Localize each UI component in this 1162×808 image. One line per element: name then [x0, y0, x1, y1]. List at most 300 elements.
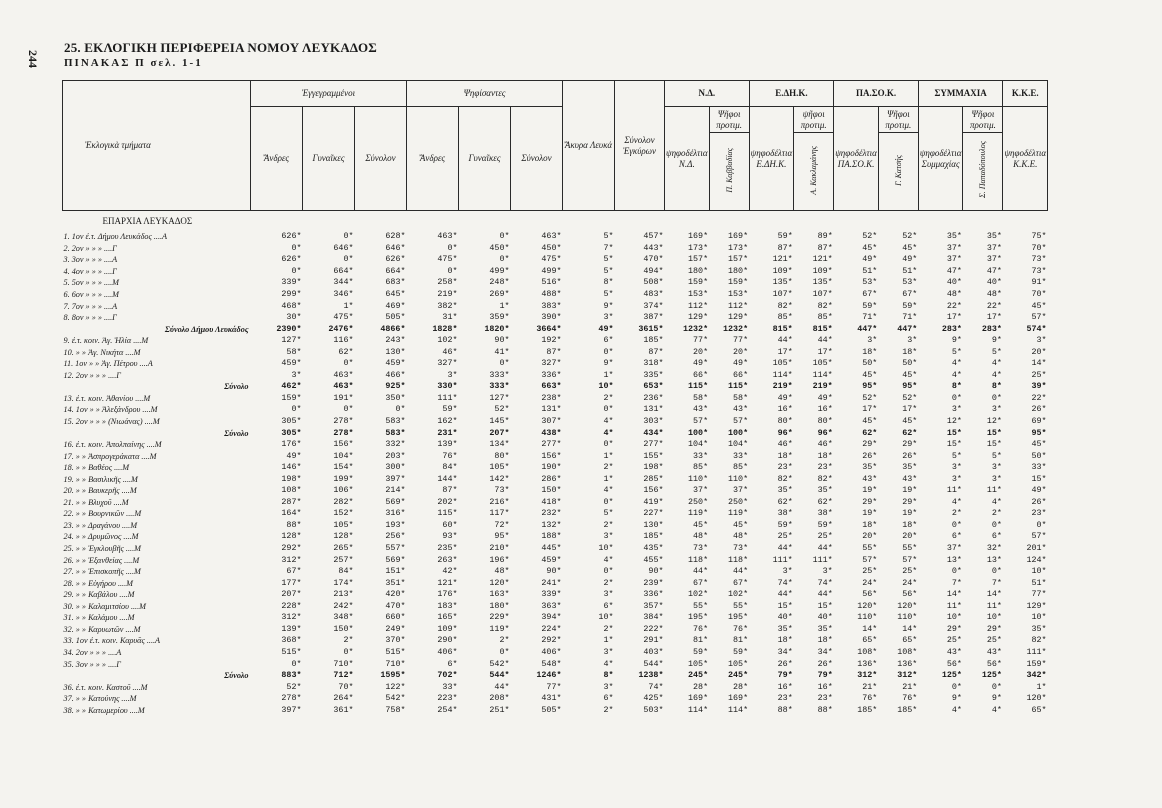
- page-subtitle: ΠΙΝΑΚΑΣ Π σελ. 1-1: [64, 57, 203, 69]
- row-value: 712*: [333, 670, 354, 681]
- row-value: 505*: [385, 312, 406, 323]
- row-value: 0*: [499, 254, 510, 265]
- row-value: 37*: [693, 485, 709, 496]
- row-value: 542*: [489, 658, 510, 669]
- row-value: 5*: [603, 231, 614, 242]
- row-value: 185*: [897, 704, 918, 715]
- row-value: 55*: [902, 543, 918, 554]
- row-value: 110*: [728, 473, 749, 484]
- row-value: 351*: [385, 577, 406, 588]
- row-value: 18*: [862, 346, 878, 357]
- row-value: 55*: [862, 543, 878, 554]
- row-value: 165*: [437, 612, 458, 623]
- row-value: 173*: [688, 242, 709, 253]
- row-value: 176*: [281, 439, 302, 450]
- row-label: 4. 4ον » » » ....Γ: [63, 266, 117, 276]
- row-value: 44*: [494, 681, 510, 692]
- row-value: 9*: [991, 335, 1002, 346]
- row-value: 90*: [546, 566, 562, 577]
- row-value: 37*: [733, 485, 749, 496]
- row-label: 3. 3ον » » » ....Α: [63, 255, 118, 265]
- row-value: 3*: [907, 335, 918, 346]
- header-colm-men: Ἄνδρες: [251, 107, 303, 211]
- row-value: 70*: [338, 681, 354, 692]
- header-nd-pref: Ψῆφοι προτιμ.: [709, 107, 749, 133]
- header-symm-pref: Ψῆφοι προτιμ.: [963, 107, 1003, 133]
- row-value: 3*: [603, 531, 614, 542]
- row-value: 1238*: [638, 670, 664, 681]
- row-value: 49*: [693, 358, 709, 369]
- row-value: 475*: [437, 254, 458, 265]
- row-value: 18*: [817, 450, 833, 461]
- row-value: 67*: [862, 289, 878, 299]
- row-value: 312*: [857, 670, 878, 681]
- row-value: 62*: [862, 427, 878, 438]
- table-row: [63, 635, 1048, 647]
- row-value: 299*: [281, 289, 302, 299]
- row-value: 447*: [857, 323, 878, 334]
- row-value: 157*: [688, 254, 709, 265]
- row-value: 25*: [1031, 369, 1047, 380]
- row-value: 40*: [817, 612, 833, 623]
- row-value: 75*: [1031, 231, 1047, 242]
- row-value: 18*: [817, 635, 833, 646]
- table-row: [63, 277, 1048, 289]
- table-row: [63, 346, 1048, 358]
- row-value: 548*: [541, 658, 562, 669]
- row-value: 59*: [693, 646, 709, 657]
- row-value: 300*: [385, 462, 406, 473]
- row-value: 307*: [541, 416, 562, 427]
- row-value: 111*: [1026, 646, 1047, 657]
- row-value: 303*: [643, 416, 664, 427]
- row-value: 22*: [986, 300, 1002, 311]
- row-value: 195*: [688, 612, 709, 623]
- row-value: 23*: [777, 462, 793, 473]
- row-value: 57*: [1031, 312, 1047, 323]
- row-value: 3664*: [536, 323, 562, 334]
- row-value: 10*: [1031, 612, 1047, 623]
- row-value: 10*: [598, 381, 614, 392]
- row-value: 33*: [442, 681, 458, 692]
- row-value: 201*: [1026, 543, 1047, 554]
- row-label: 16. ἐ.τ. κοιν. Ἀπολπαίνης ....Μ: [63, 440, 162, 450]
- row-value: 438*: [541, 427, 562, 438]
- row-value: 339*: [541, 589, 562, 600]
- row-value: 475*: [541, 254, 562, 265]
- row-value: 1*: [1036, 681, 1047, 692]
- row-value: 121*: [772, 254, 793, 265]
- row-value: 282*: [333, 496, 354, 507]
- row-value: 238*: [541, 392, 562, 403]
- row-value: 397*: [385, 473, 406, 484]
- row-value: 177*: [281, 577, 302, 588]
- row-value: 53*: [862, 277, 878, 288]
- row-value: 43*: [946, 646, 962, 657]
- row-value: 1*: [499, 300, 510, 311]
- row-value: 0*: [951, 392, 962, 403]
- row-value: 286*: [541, 473, 562, 484]
- table-row: [63, 370, 1048, 382]
- row-value: 107*: [812, 289, 833, 299]
- row-value: 0*: [991, 566, 1002, 577]
- row-value: 0*: [991, 392, 1002, 403]
- row-value: 15*: [986, 427, 1002, 438]
- row-value: 44*: [817, 335, 833, 346]
- row-value: 57*: [733, 416, 749, 427]
- row-value: 34*: [817, 646, 833, 657]
- row-value: 3615*: [638, 323, 664, 334]
- row-value: 153*: [728, 289, 749, 299]
- row-value: 0*: [951, 566, 962, 577]
- row-value: 574*: [1026, 323, 1047, 334]
- row-value: 0*: [447, 265, 458, 276]
- row-value: 463*: [333, 381, 354, 392]
- row-value: 87*: [817, 242, 833, 253]
- row-value: 19*: [902, 485, 918, 496]
- row-value: 119*: [489, 623, 510, 634]
- table-row: [63, 704, 1048, 716]
- header-symm-ballot: ψηφοδέλτια Συμμαχίας: [918, 107, 963, 211]
- row-value: 336*: [643, 589, 664, 600]
- row-value: 59*: [777, 231, 793, 242]
- row-value: 156*: [643, 485, 664, 496]
- row-value: 4*: [991, 704, 1002, 715]
- row-value: 8*: [991, 381, 1002, 392]
- row-value: 102*: [437, 335, 458, 346]
- row-value: 114*: [688, 704, 709, 715]
- row-value: 70*: [1031, 289, 1047, 299]
- row-value: 224*: [541, 623, 562, 634]
- row-value: 0*: [499, 231, 510, 242]
- row-value: 0*: [291, 265, 302, 276]
- row-value: 164*: [281, 508, 302, 519]
- row-value: 336*: [541, 369, 562, 380]
- row-value: 254*: [437, 704, 458, 715]
- row-value: 85*: [817, 312, 833, 323]
- row-value: 48*: [986, 289, 1002, 299]
- row-value: 264*: [333, 693, 354, 704]
- row-value: 109*: [437, 623, 458, 634]
- row-value: 0*: [951, 681, 962, 692]
- row-value: 5*: [951, 346, 962, 357]
- row-value: 77*: [1031, 589, 1047, 600]
- row-value: 0*: [291, 242, 302, 253]
- row-value: 67*: [902, 289, 918, 299]
- row-value: 8*: [951, 381, 962, 392]
- row-value: 162*: [437, 416, 458, 427]
- row-value: 12*: [986, 416, 1002, 427]
- row-value: 0*: [343, 646, 354, 657]
- table-row: [63, 404, 1048, 416]
- row-value: 18*: [902, 519, 918, 530]
- row-value: 58*: [693, 392, 709, 403]
- row-value: 51*: [902, 265, 918, 276]
- row-value: 0*: [343, 358, 354, 369]
- row-value: 223*: [437, 693, 458, 704]
- row-value: 35*: [946, 231, 962, 242]
- header-colm-total: Σύνολον: [355, 107, 407, 211]
- row-value: 120*: [1026, 693, 1047, 704]
- row-value: 382*: [437, 300, 458, 311]
- row-value: 59*: [817, 519, 833, 530]
- row-value: 45*: [902, 416, 918, 427]
- row-value: 34*: [777, 646, 793, 657]
- row-value: 100*: [728, 427, 749, 438]
- row-value: 333*: [489, 381, 510, 392]
- row-value: 114*: [728, 704, 749, 715]
- row-value: 251*: [489, 704, 510, 715]
- row-value: 45*: [902, 242, 918, 253]
- row-value: 50*: [862, 358, 878, 369]
- row-value: 0*: [291, 658, 302, 669]
- row-value: 1828*: [432, 323, 458, 334]
- row-value: 26*: [1031, 404, 1047, 415]
- row-value: 88*: [286, 519, 302, 530]
- row-value: 316*: [385, 508, 406, 519]
- row-value: 40*: [986, 277, 1002, 288]
- row-value: 583*: [385, 416, 406, 427]
- row-value: 10*: [946, 612, 962, 623]
- row-value: 114*: [772, 369, 793, 380]
- row-value: 3*: [603, 681, 614, 692]
- row-value: 74*: [817, 577, 833, 588]
- row-value: 88*: [777, 704, 793, 715]
- row-value: 26*: [777, 658, 793, 669]
- row-value: 20*: [902, 531, 918, 542]
- row-value: 6*: [603, 693, 614, 704]
- row-value: 47*: [986, 265, 1002, 276]
- row-value: 58*: [286, 346, 302, 357]
- row-value: 87*: [648, 346, 664, 357]
- row-value: 25*: [862, 566, 878, 577]
- table-row: [63, 543, 1048, 555]
- row-value: 70*: [1031, 242, 1047, 253]
- row-value: 10*: [1031, 566, 1047, 577]
- row-value: 6*: [603, 335, 614, 346]
- row-value: 17*: [946, 312, 962, 323]
- header-edik-pref: ψῆφοι προτιμ.: [794, 107, 834, 133]
- row-value: 1*: [603, 635, 614, 646]
- row-value: 121*: [437, 577, 458, 588]
- row-value: 2*: [603, 462, 614, 473]
- row-value: 59*: [902, 300, 918, 311]
- row-value: 16*: [777, 681, 793, 692]
- row-value: 15*: [946, 439, 962, 450]
- row-value: 62*: [338, 346, 354, 357]
- row-value: 0*: [603, 404, 614, 415]
- header-invalid: Ἄκυρα Λευκά: [563, 81, 615, 211]
- header-registered: Ἐγγεγραμμένοι: [251, 81, 407, 107]
- header-nd-ballot: ψηφοδέλτια Ν.Δ.: [665, 107, 710, 211]
- row-value: 45*: [693, 519, 709, 530]
- row-value: 483*: [643, 289, 664, 299]
- header-party-pasok: ΠΑ.ΣΟ.Κ.: [834, 81, 919, 107]
- row-value: 135*: [812, 277, 833, 288]
- row-value: 4*: [603, 658, 614, 669]
- row-value: 216*: [489, 496, 510, 507]
- row-value: 118*: [728, 554, 749, 565]
- row-value: 105*: [333, 519, 354, 530]
- row-value: 135*: [772, 277, 793, 288]
- header-nd-cand: Π. Καββαδίας: [709, 133, 749, 211]
- row-value: 33*: [733, 450, 749, 461]
- row-value: 363*: [541, 600, 562, 611]
- row-value: 242*: [333, 600, 354, 611]
- table-row: [63, 693, 1048, 705]
- page-number: 244: [26, 50, 40, 68]
- row-value: 0*: [447, 242, 458, 253]
- row-value: 35*: [986, 231, 1002, 242]
- row-value: 49*: [286, 450, 302, 461]
- table-row: [63, 450, 1048, 462]
- row-value: 51*: [862, 265, 878, 276]
- row-value: 134*: [489, 439, 510, 450]
- row-value: 52*: [862, 392, 878, 403]
- row-value: 515*: [385, 646, 406, 657]
- row-value: 104*: [728, 439, 749, 450]
- row-value: 213*: [333, 589, 354, 600]
- row-value: 925*: [385, 381, 406, 392]
- row-value: 13*: [946, 554, 962, 565]
- row-value: 292*: [541, 635, 562, 646]
- row-value: 85*: [733, 462, 749, 473]
- row-value: 4*: [951, 496, 962, 507]
- row-value: 56*: [986, 658, 1002, 669]
- row-value: 82*: [817, 473, 833, 484]
- row-value: 102*: [688, 589, 709, 600]
- row-value: 35*: [777, 485, 793, 496]
- row-value: 79*: [817, 670, 833, 681]
- row-value: 90*: [648, 566, 664, 577]
- row-value: 384*: [643, 612, 664, 623]
- row-value: 120*: [489, 577, 510, 588]
- header-party-symmachia: ΣΥΜΜΑΧΙΑ: [918, 81, 1003, 107]
- row-value: 357*: [643, 600, 664, 611]
- row-value: 159*: [1026, 658, 1047, 669]
- row-label: Σύνολο Δήμου Λευκάδος: [164, 324, 249, 334]
- row-value: 883*: [281, 670, 302, 681]
- row-value: 11*: [946, 485, 962, 496]
- row-value: 111*: [812, 554, 833, 565]
- row-value: 664*: [333, 265, 354, 276]
- row-value: 2*: [951, 508, 962, 519]
- row-value: 292*: [281, 543, 302, 554]
- row-value: 17*: [862, 404, 878, 415]
- row-value: 180*: [489, 600, 510, 611]
- row-value: 3*: [867, 335, 878, 346]
- row-value: 96*: [777, 427, 793, 438]
- row-value: 46*: [777, 439, 793, 450]
- row-value: 462*: [281, 381, 302, 392]
- table-row: [63, 566, 1048, 578]
- row-value: 0*: [499, 646, 510, 657]
- row-value: 115*: [688, 381, 709, 392]
- row-value: 3*: [951, 473, 962, 484]
- row-label: 15. 2ον » » » (Νιωάνας) ....Μ: [63, 417, 160, 427]
- row-value: 22*: [946, 300, 962, 311]
- row-value: 192*: [541, 335, 562, 346]
- row-value: 0*: [395, 404, 406, 415]
- row-value: 24*: [902, 577, 918, 588]
- row-value: 2*: [603, 519, 614, 530]
- row-value: 17*: [986, 312, 1002, 323]
- row-value: 245*: [728, 670, 749, 681]
- row-label: 35. 3ον » » » ....Γ: [63, 659, 121, 669]
- row-value: 305*: [281, 427, 302, 438]
- table-row: [63, 624, 1048, 636]
- row-value: 56*: [946, 658, 962, 669]
- row-value: 17*: [817, 346, 833, 357]
- row-value: 243*: [385, 335, 406, 346]
- row-value: 278*: [281, 693, 302, 704]
- row-value: 48*: [494, 566, 510, 577]
- header-pasok-pref: Ψῆφοι προτιμ.: [878, 107, 918, 133]
- row-value: 202*: [437, 496, 458, 507]
- row-value: 32*: [986, 543, 1002, 554]
- row-value: 257*: [333, 554, 354, 565]
- row-value: 23*: [817, 462, 833, 473]
- row-value: 105*: [812, 358, 833, 369]
- row-value: 15*: [817, 600, 833, 611]
- row-value: 48*: [946, 289, 962, 299]
- row-value: 43*: [862, 473, 878, 484]
- row-value: 73*: [1031, 254, 1047, 265]
- row-value: 21*: [862, 681, 878, 692]
- header-edik-cand: Α. Κακλαμάνης: [794, 133, 834, 211]
- row-value: 469*: [385, 300, 406, 311]
- row-value: 82*: [777, 473, 793, 484]
- row-label: 2. 2ον » » » ....Γ: [63, 243, 117, 253]
- row-value: 128*: [333, 531, 354, 542]
- row-value: 248*: [489, 277, 510, 288]
- row-value: 104*: [333, 450, 354, 461]
- row-value: 154*: [333, 462, 354, 473]
- row-value: 62*: [817, 496, 833, 507]
- row-value: 758*: [385, 704, 406, 715]
- row-value: 169*: [688, 231, 709, 242]
- row-label: 8. 8ον » » » ....Γ: [63, 313, 117, 323]
- row-value: 50*: [902, 358, 918, 369]
- row-value: 150*: [333, 623, 354, 634]
- row-value: 1232*: [682, 323, 709, 334]
- row-value: 278*: [333, 427, 354, 438]
- row-value: 5*: [991, 450, 1002, 461]
- row-value: 9*: [603, 358, 614, 369]
- row-value: 199*: [333, 473, 354, 484]
- row-value: 1*: [343, 300, 354, 311]
- row-value: 44*: [693, 566, 709, 577]
- table-row: [63, 647, 1048, 659]
- row-value: 67*: [286, 566, 302, 577]
- row-value: 52*: [902, 231, 918, 242]
- row-value: 52*: [862, 231, 878, 242]
- row-value: 183*: [437, 600, 458, 611]
- row-value: 387*: [643, 312, 664, 323]
- row-value: 6*: [603, 600, 614, 611]
- row-value: 318*: [643, 358, 664, 369]
- row-value: 48*: [693, 531, 709, 542]
- row-value: 236*: [643, 392, 664, 403]
- row-label: 36. ἐ.τ. κοιν. Καστοῦ ....Μ: [63, 682, 148, 692]
- row-value: 17*: [777, 346, 793, 357]
- row-value: 37*: [946, 543, 962, 554]
- row-value: 198*: [281, 473, 302, 484]
- row-value: 419*: [643, 496, 664, 507]
- row-value: 488*: [541, 289, 562, 299]
- row-value: 277*: [643, 439, 664, 450]
- row-value: 29*: [986, 623, 1002, 634]
